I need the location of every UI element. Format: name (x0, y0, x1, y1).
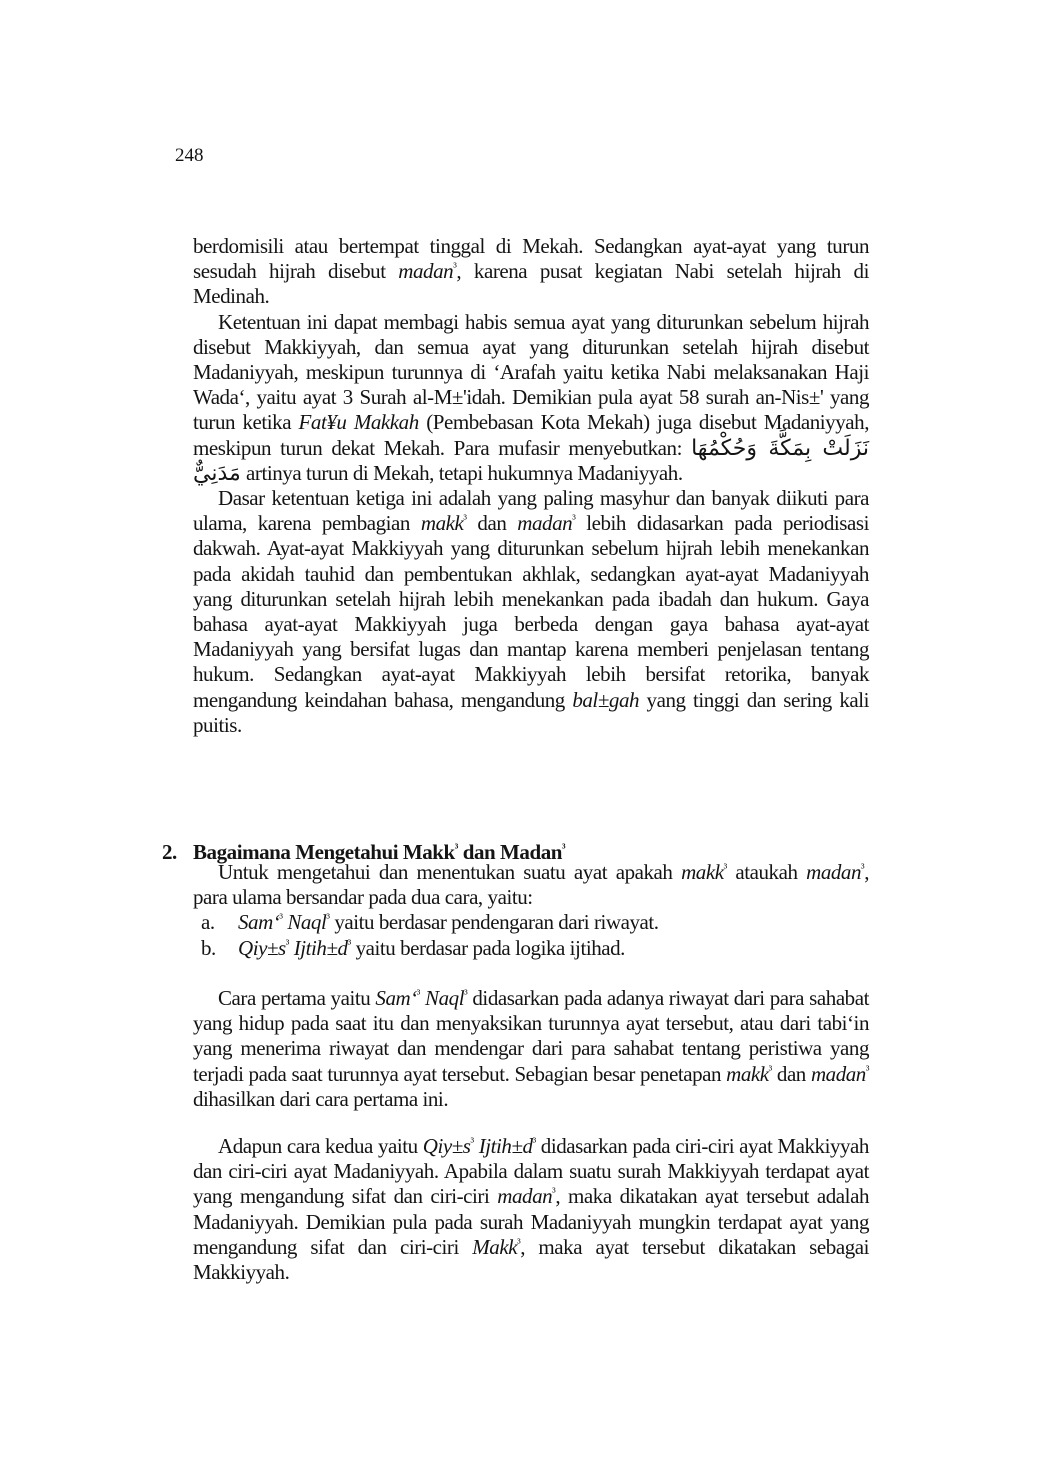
text: Cara pertama yaitu (218, 986, 376, 1010)
superscript: ³ (326, 911, 330, 926)
section-2-body-2 (193, 1134, 869, 1285)
text: Dasar ketentuan ketiga ini adalah yang paling masyhur dan banyak diikuti para ulama, karena pembagian (193, 486, 869, 536)
page-number: 248 (175, 145, 204, 166)
text: dan (771, 1061, 811, 1086)
term: Ijtih±d (473, 1134, 533, 1158)
text: , maka dikatakan ayat tersebut adalah Madaniyyah. Demikian pula pada surah Madaniyyah mungkin terdapat ayat yang mengandung sifat dan ciri-ciri (193, 1184, 869, 1259)
paragraph (193, 234, 869, 310)
superscript: ³ (561, 841, 566, 855)
text: dan (466, 511, 518, 536)
text: yang tinggi dan sering kali puitis. (193, 687, 870, 737)
term: Qiy±s (422, 1134, 471, 1158)
superscript: ³ (285, 936, 289, 951)
term: Sam‘ (375, 986, 417, 1010)
term: Qiy±s (238, 935, 286, 960)
superscript: ³ (454, 841, 458, 855)
term-fathu-makkah: Fat¥u Makkah (298, 410, 419, 435)
text: , para ulama bersandar pada dua cara, yaitu: (193, 860, 869, 910)
term-madani: madan (810, 1061, 866, 1086)
text: artinya turun di Mekah, tetapi hukumnya Madaniyyah. (240, 460, 683, 485)
heading-number: 2. (162, 840, 177, 864)
term: Naql (282, 910, 327, 935)
text: didasarkan pada ciri-ciri ayat Makkiyyah dan ciri-ciri ayat Madaniyyah. Apabila dalam suatu surah Makkiyyah terdapat ayat yang mengandung sifat dan ciri-ciri (193, 1134, 869, 1209)
paragraph (193, 986, 869, 1112)
superscript: ³ (865, 1062, 870, 1077)
text: dihasilkan dari cara pertama ini. (193, 1086, 449, 1111)
text: yaitu berdasar pendengaran dari riwayat. (329, 910, 659, 935)
superscript: ³ (416, 987, 420, 1001)
superscript: ³ (347, 936, 351, 951)
text: ataukah (726, 860, 807, 884)
arabic-quote: نَزَلَتْ بِمَكَّةَ وَحُكْمُهَا مَدَنِيٌّ (193, 435, 869, 486)
paragraph (193, 1134, 869, 1285)
term-makki: Makk (472, 1234, 518, 1259)
heading-text: dan Madan (457, 840, 562, 864)
term-madani: madan (497, 1184, 553, 1209)
term: Ijtih±d (288, 935, 348, 960)
section-2-body-1 (193, 986, 869, 1112)
text: lebih didasarkan pada periodisasi dakwah. Ayat-ayat Makkiyyah yang diturunkan sebelum hijrah lebih menekankan pada akidah tauhid dan pembentukan akhlak, sedangkan ayat-ayat Madaniyyah yang diturunkan setelah hijrah lebih menekankan pada ibadah dan hukum. Gaya bahasa ayat-ayat Makkiyyah juga berbeda dengan gaya bahasa ayat-ayat Madaniyyah yang bersifat lugas dan mantap karena memberi penjelasan tentang hukum. Sedangkan ayat-ayat Makkiyyah lebih bersifat retorika, banyak mengandung keindahan bahasa, mengandung (193, 511, 869, 712)
methods-list (193, 910, 869, 960)
text: , maka ayat tersebut dikatakan sebagai Makkiyyah. (193, 1234, 869, 1285)
paragraph (193, 310, 869, 486)
term-balagah: bal±gah (572, 687, 640, 712)
superscript: ³ (572, 512, 576, 527)
text: (Pembebasan Kota Mekah) juga disebut Madaniyyah, meskipun turun dekat Mekah. Para mufasir menyebutkan: (193, 410, 870, 460)
superscript: ³ (861, 861, 865, 875)
term-madani: madan (398, 259, 454, 284)
term-makki: makk (420, 511, 464, 536)
superscript: ³ (453, 260, 457, 275)
term: Naql (419, 986, 465, 1010)
text: , karena pusat kegiatan Nabi setelah hijrah di Medinah. (193, 259, 869, 309)
superscript: ³ (279, 911, 283, 926)
superscript: ³ (463, 512, 467, 527)
list-item (193, 936, 869, 961)
term: Sam‘ (238, 910, 280, 935)
superscript: ³ (532, 1135, 536, 1149)
superscript: ³ (723, 861, 727, 875)
text: Adapun cara kedua yaitu (218, 1134, 423, 1158)
superscript: ³ (768, 1062, 772, 1077)
superscript: ³ (552, 1185, 556, 1200)
superscript: ³ (517, 1235, 521, 1250)
list-item (193, 910, 869, 935)
section-2-intro (193, 860, 869, 961)
heading-text: Bagaimana Mengetahui Makk (193, 840, 455, 864)
text: didasarkan pada adanya riwayat dari para sahabat yang hidup pada saat itu dan menyaksikan turunnya ayat tersebut, atau dari tabi‘in yang menerima riwayat dan mendengar dari para sahabat tentang peristiwa yang terjadi pada saat turunnya ayat tersebut. Sebagian besar penetapan (193, 986, 869, 1086)
section-1-body (193, 234, 869, 738)
paragraph (193, 486, 869, 738)
text: yaitu berdasar pada logika ijtihad. (350, 935, 625, 960)
text: Ketentuan ini dapat membagi habis semua ayat yang diturunkan sebelum hijrah disebut Makkiyyah, dan semua ayat yang diturunkan setelah hijrah disebut Madaniyyah, meskipun turunnya di ‘Arafah yaitu ketika Nabi melaksanakan Haji Wada‘, yaitu ayat 3 Surah al-M±'idah. Demikian pula ayat 58 surah an-Nis±' yang turun ketika (193, 309, 869, 435)
superscript: ³ (464, 987, 468, 1001)
term-madani: madan (517, 511, 573, 536)
superscript: ³ (470, 1135, 474, 1149)
list-marker: b. (201, 935, 216, 960)
term-madani: madan (806, 860, 862, 884)
paragraph (193, 860, 869, 910)
term-makki: makk (726, 1061, 769, 1086)
list-marker: a. (201, 910, 215, 935)
text: berdomisili atau bertempat tinggal di Mekah. Sedangkan ayat-ayat yang turun sesudah hijrah disebut (193, 234, 869, 284)
term-makki: makk (681, 860, 724, 884)
text: Untuk mengetahui dan menentukan suatu ayat apakah (218, 860, 682, 884)
